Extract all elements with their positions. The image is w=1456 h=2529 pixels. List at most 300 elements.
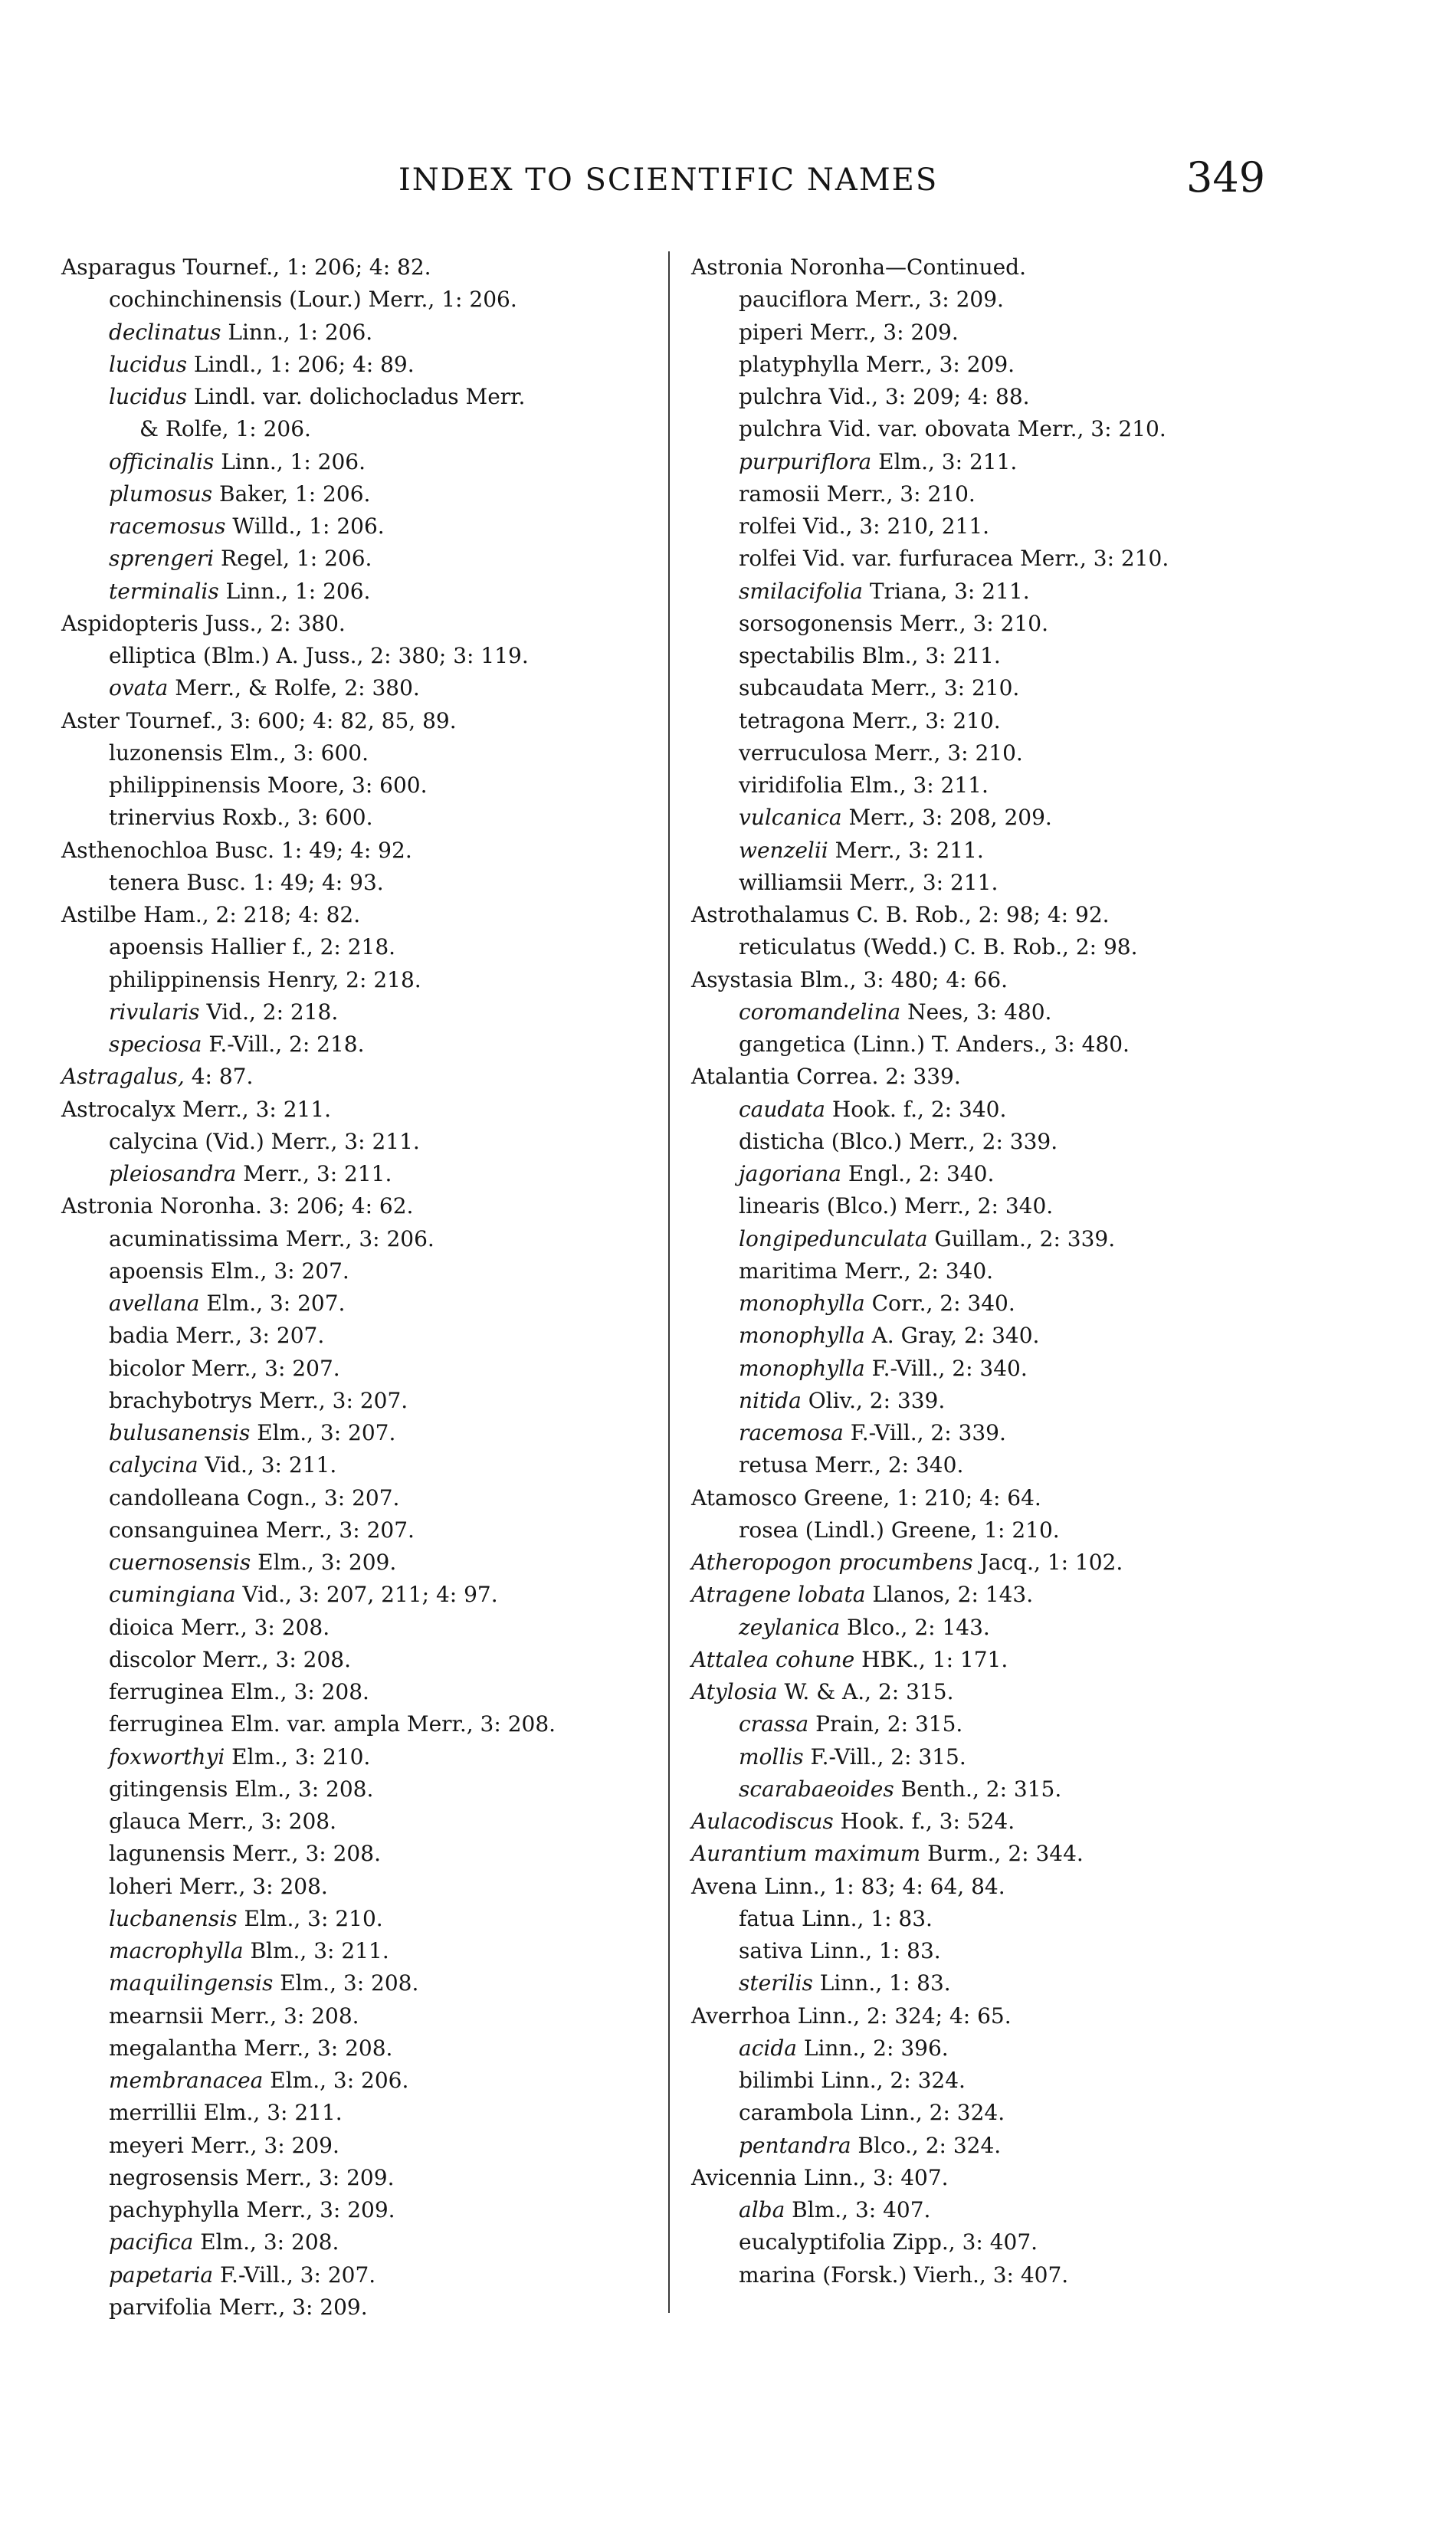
entry-reference: Cogn., 3: 207. [240, 1484, 400, 1511]
entry-name: lagunensis [109, 1841, 225, 1867]
entry-name: monophylla [739, 1291, 865, 1316]
index-entry [691, 1255, 1274, 1287]
index-entry [61, 1806, 690, 1838]
index-entry [691, 1935, 1274, 1967]
index-entry [61, 1579, 690, 1611]
entry-name: papetaria [109, 2262, 214, 2288]
index-entry [691, 1741, 1274, 1773]
entry-reference: Guillam., 2: 339. [927, 1225, 1116, 1251]
entry-name: glauca [109, 1809, 181, 1834]
entry-name: Aspidopteris [61, 610, 198, 636]
entry-reference: Correa. 2: 339. [789, 1064, 961, 1090]
entry-name: piperi [739, 319, 803, 345]
index-entry [691, 672, 1274, 704]
index-entry [691, 608, 1274, 640]
entry-reference: Tournef., 3: 600; 4: 82, 85, 89. [119, 707, 457, 733]
entry-reference: F.-Vill., 2: 339. [843, 1420, 1006, 1445]
entry-name: trinervius [109, 805, 215, 831]
entry-reference: Elm., 3: 211. [842, 772, 989, 798]
entry-reference: (Blco.) Merr., 2: 340. [819, 1193, 1054, 1219]
entry-reference: Jacq., 1: 102. [972, 1550, 1123, 1575]
entry-name: cuernosensis [109, 1550, 251, 1575]
entry-reference: Vid. var. furfuracea Merr., 3: 210. [796, 546, 1169, 572]
index-entry [61, 867, 690, 899]
index-entry [691, 2259, 1274, 2291]
entry-reference: Hook. f., 3: 524. [833, 1809, 1015, 1834]
entry-name: plumosus [109, 481, 213, 507]
entry-reference: Merr., 3: 211. [842, 869, 999, 895]
index-entry [691, 2032, 1274, 2065]
index-entry [691, 1612, 1274, 1644]
index-entry [691, 2065, 1274, 2097]
entry-reference: Linn., 1: 83. [802, 1938, 941, 1963]
index-entry [691, 413, 1274, 445]
entry-name: dioica [109, 1614, 175, 1640]
entry-name: pauciflora [739, 287, 848, 313]
entry-reference: Merr., 2: 340. [808, 1452, 964, 1478]
entry-reference: Moore, 3: 600. [260, 772, 428, 798]
index-entry [61, 1028, 690, 1061]
entry-reference: Triana, 3: 211. [862, 578, 1030, 604]
index-entry [691, 510, 1274, 543]
entry-name: mollis [739, 1743, 804, 1770]
entry-reference: HBK., 1: 171. [854, 1646, 1008, 1672]
entry-name: Avena [691, 1873, 758, 1899]
entry-name: rolfei [739, 513, 797, 539]
index-entry [691, 478, 1274, 510]
entry-reference: Elm., 3: 209. [251, 1550, 397, 1575]
entry-name: disticha [739, 1128, 825, 1154]
index-entry [61, 1871, 690, 1903]
index-entry [691, 737, 1274, 769]
entry-name: zeylanica [739, 1614, 841, 1640]
index-entry [61, 1223, 690, 1255]
entry-reference: Linn., 1: 83. [812, 1970, 951, 1996]
entry-reference: Prain, 2: 315. [808, 1711, 963, 1737]
entry-name: pentandra [739, 2132, 851, 2158]
index-entry [61, 2032, 690, 2065]
entry-reference: Merr., 3: 210. [864, 675, 1020, 701]
index-entry [61, 1547, 690, 1579]
entry-name: philippinensis [109, 966, 261, 992]
index-entry [691, 640, 1274, 672]
entry-reference: Linn., 1: 206. [214, 448, 366, 474]
index-entry-genus [61, 1094, 690, 1126]
entry-reference: Merr., 3: 209. [239, 2197, 395, 2222]
entry-name: gitingensis [109, 1776, 228, 1802]
entry-name: Aster [61, 707, 120, 733]
index-entry [61, 964, 690, 996]
entry-reference: Merr., 3: 210. [892, 610, 1048, 636]
entry-name: pulchra [739, 384, 822, 409]
index-entry [61, 1708, 690, 1740]
page-number: 349 [1186, 153, 1266, 202]
entry-name: calycina [109, 1128, 198, 1154]
entry-name: marina [739, 2262, 816, 2288]
index-entry [61, 1417, 690, 1449]
entry-name: terminalis [109, 578, 219, 604]
index-entry-genus [61, 899, 690, 931]
entry-reference: Baker, 1: 206. [212, 481, 371, 507]
entry-name: eucalyptifolia [739, 2229, 886, 2255]
index-entry [61, 1126, 690, 1158]
entry-name: fatua [739, 1905, 795, 1931]
index-entry-genus [691, 1061, 1274, 1093]
entry-reference: Merr., 3: 210. [867, 740, 1023, 766]
index-entry [61, 317, 690, 349]
entry-name: pulchra [739, 416, 822, 442]
index-entry [691, 349, 1274, 381]
index-entry [61, 1935, 690, 1967]
entry-name: retusa [739, 1452, 808, 1478]
entry-reference: Merr., 3: 210. [819, 481, 976, 507]
entry-reference: Willd., 1: 206. [225, 513, 385, 539]
entry-name: rosea [739, 1517, 799, 1543]
index-entry-genus [691, 1871, 1274, 1903]
index-entry-genus [61, 1061, 690, 1093]
entry-name: candolleana [109, 1484, 241, 1511]
entry-name: Atalantia [691, 1064, 790, 1090]
entry-reference: Elm., 3: 208. [193, 2229, 339, 2255]
index-entry-genus [691, 1579, 1274, 1611]
entry-name: megalantha [109, 2035, 238, 2061]
entry-name: loheri [109, 1873, 172, 1899]
entry-name: maritima [739, 1258, 838, 1284]
index-entry [61, 413, 690, 445]
entry-reference: Linn., 1: 206. [221, 319, 373, 345]
entry-reference: Noronha—Continued. [782, 254, 1027, 280]
index-entry [691, 1287, 1274, 1320]
index-entry-genus [691, 1644, 1274, 1676]
index-entry [691, 1514, 1274, 1547]
entry-reference: Ham., 2: 218; 4: 82. [136, 902, 361, 927]
entry-name: tenera [109, 869, 180, 895]
index-entry-genus [61, 705, 690, 737]
entry-reference: Blm., 3: 211. [243, 1938, 389, 1963]
right-column [691, 251, 1274, 2291]
entry-name: lucbanensis [109, 1905, 238, 1931]
entry-name: scarabaeoides [739, 1776, 894, 1802]
entry-reference: Merr., 3: 209. [238, 2164, 395, 2190]
index-entry [691, 1967, 1274, 1999]
index-entry [61, 1353, 690, 1385]
entry-name: alba [739, 2197, 785, 2222]
entry-name: sativa [739, 1938, 803, 1963]
index-entry [61, 640, 690, 672]
index-entry-genus [691, 1547, 1274, 1579]
entry-reference: Llanos, 2: 143. [865, 1582, 1034, 1608]
entry-name: pacifica [109, 2229, 194, 2255]
entry-name: Asparagus [61, 254, 176, 280]
entry-name: speciosa [109, 1032, 202, 1057]
entry-reference: Merr., 3: 211. [236, 1161, 392, 1186]
entry-name: nitida [739, 1387, 802, 1413]
entry-name: vulcanica [739, 805, 842, 831]
entry-reference: Elm., 3: 211. [871, 448, 1018, 474]
index-entry [61, 1287, 690, 1320]
entry-reference: Merr., 3: 209. [859, 351, 1015, 377]
entry-reference: Merr., 3: 209. [802, 319, 959, 345]
entry-name: brachybotrys [109, 1387, 253, 1413]
index-entry [61, 2291, 690, 2324]
index-entry [61, 2065, 690, 2097]
index-entry [61, 349, 690, 381]
index-entry [691, 446, 1274, 478]
index-entry [61, 1255, 690, 1287]
entry-reference: Blco., 2: 143. [840, 1614, 990, 1640]
entry-reference: Merr., 2: 340. [838, 1258, 994, 1284]
entry-reference: Vid., 3: 207, 211; 4: 97. [235, 1582, 498, 1608]
entry-name: linearis [739, 1193, 820, 1219]
entry-reference: Roxb., 3: 600. [215, 805, 373, 831]
index-entry [691, 2130, 1274, 2162]
index-entry [691, 1385, 1274, 1417]
entry-name: calycina [109, 1452, 198, 1478]
index-entry-genus [691, 1806, 1274, 1838]
entry-reference: Juss., 2: 380. [198, 610, 346, 636]
entry-reference: Engl., 2: 340. [841, 1161, 995, 1186]
entry-name: Astrocalyx [61, 1096, 176, 1122]
entry-reference: (Vid.) Merr., 3: 211. [198, 1128, 420, 1154]
entry-reference: Lindl. var. dolichocladus Merr. [186, 384, 526, 409]
index-entry [61, 2162, 690, 2194]
entry-reference: Tournef., 1: 206; 4: 82. [175, 254, 431, 280]
index-entry-genus [691, 1676, 1274, 1708]
entry-reference: Benth., 2: 315. [894, 1776, 1062, 1802]
entry-name: cochinchinensis [109, 287, 283, 313]
index-entry-genus [691, 1482, 1274, 1514]
index-entry [691, 802, 1274, 834]
entry-name: avellana [109, 1291, 200, 1316]
index-entry [691, 769, 1274, 802]
index-entry-genus [691, 2000, 1274, 2032]
entry-reference: Blco., 2: 324. [851, 2132, 1002, 2158]
entry-name: membranacea [109, 2068, 264, 2093]
index-entry [61, 1320, 690, 1352]
entry-reference: W. & A., 2: 315. [777, 1679, 954, 1704]
entry-name: Avicennia [691, 2164, 797, 2190]
index-entry [61, 1385, 690, 1417]
entry-name: sprengeri [109, 546, 215, 572]
index-entry [61, 769, 690, 802]
index-entry [691, 867, 1274, 899]
entry-reference: Merr., 3: 207. [258, 1517, 415, 1543]
index-entry [691, 317, 1274, 349]
index-entry [61, 1514, 690, 1547]
entry-name: elliptica [109, 643, 196, 668]
entry-reference: Linn., 1: 83; 4: 64, 84. [757, 1873, 1005, 1899]
entry-name: ferruginea [109, 1711, 224, 1737]
index-entry [61, 2097, 690, 2129]
entry-reference: Elm., 3: 210. [225, 1743, 371, 1770]
entry-reference: Lindl., 1: 206; 4: 89. [186, 351, 415, 377]
entry-reference: Linn., 2: 324; 4: 65. [790, 2003, 1012, 2029]
entry-reference: (Forsk.) Vierh., 3: 407. [815, 2262, 1069, 2288]
entry-reference: Elm. var. ampla Merr., 3: 208. [223, 1711, 556, 1737]
entry-reference: Elm., 3: 207. [199, 1291, 346, 1316]
entry-reference: Vid., 3: 209; 4: 88. [821, 384, 1030, 409]
entry-name: mearnsii [109, 2003, 204, 2029]
entry-reference: Henry, 2: 218. [260, 966, 421, 992]
entry-name: sorsogonensis [739, 610, 893, 636]
index-entry-genus [691, 2162, 1274, 2194]
entry-reference: Corr., 2: 340. [864, 1291, 1015, 1316]
index-entry [61, 576, 690, 608]
entry-reference: Merr., 3: 208. [174, 1614, 330, 1640]
entry-reference: Merr., 3: 209. [848, 287, 1004, 313]
entry-reference: Merr., 3: 209. [212, 2294, 368, 2320]
entry-reference: (Blm.) A. Juss., 2: 380; 3: 119. [195, 643, 529, 668]
index-entry [691, 1773, 1274, 1806]
entry-reference: 4: 87. [184, 1064, 254, 1090]
entry-reference: Busc. 1: 49; 4: 93. [179, 869, 384, 895]
index-entry [61, 381, 690, 413]
entry-name: bicolor [109, 1355, 185, 1381]
entry-name: pachyphylla [109, 2197, 240, 2222]
index-entry [61, 1482, 690, 1514]
entry-name: meyeri [109, 2132, 184, 2158]
entry-name: smilacifolia [739, 578, 863, 604]
entry-name: parvifolia [109, 2294, 212, 2320]
index-entry-genus [691, 1838, 1274, 1870]
entry-reference: Linn., 1: 206. [218, 578, 371, 604]
index-entry-genus [691, 251, 1274, 284]
entry-reference: F.-Vill., 2: 315. [803, 1743, 966, 1770]
entry-name: luzonensis [109, 740, 223, 766]
entry-name: Astronia [691, 254, 783, 280]
entry-name: monophylla [739, 1323, 865, 1349]
entry-name: acuminatissima [109, 1225, 279, 1251]
entry-reference: Busc. 1: 49; 4: 92. [208, 837, 412, 863]
index-entry [691, 705, 1274, 737]
entry-name: tetragona [739, 707, 845, 733]
index-entry [61, 1773, 690, 1806]
column-divider [668, 251, 670, 2313]
entry-name: foxworthyi [109, 1743, 225, 1770]
entry-reference: F.-Vill., 2: 218. [202, 1032, 365, 1057]
entry-reference: A. Gray, 2: 340. [864, 1323, 1040, 1349]
page-title: INDEX TO SCIENTIFIC NAMES [398, 162, 939, 198]
entry-reference: Merr., 3: 208. [180, 1809, 337, 1834]
entry-name: ovata [109, 675, 169, 701]
index-entry [61, 2259, 690, 2291]
entry-name: negrosensis [109, 2164, 239, 2190]
entry-reference: Nees, 3: 480. [900, 999, 1052, 1025]
entry-name: wenzelii [739, 837, 828, 863]
index-entry [61, 1676, 690, 1708]
entry-reference: Linn., 2: 324. [814, 2068, 966, 2093]
entry-name: lucidus [109, 384, 187, 409]
index-entry [691, 1417, 1274, 1449]
entry-reference: & Rolfe, 1: 206. [139, 416, 311, 442]
index-entry [61, 1612, 690, 1644]
index-entry [61, 1158, 690, 1190]
left-column [61, 251, 690, 2324]
entry-reference: C. B. Rob., 2: 98; 4: 92. [849, 902, 1110, 927]
entry-reference: Blm., 3: 407. [785, 2197, 931, 2222]
index-entry [691, 576, 1274, 608]
entry-reference: Linn., 1: 83. [795, 1905, 933, 1931]
index-entry [691, 1028, 1274, 1061]
entry-name: coromandelina [739, 999, 901, 1025]
entry-reference: Elm., 3: 207. [203, 1258, 349, 1284]
entry-name: ramosii [739, 481, 820, 507]
entry-reference: Merr., 3: 211. [175, 1096, 332, 1122]
entry-reference: Vid., 2: 218. [199, 999, 339, 1025]
entry-reference: Elm., 3: 206. [263, 2068, 409, 2093]
index-entry [61, 284, 690, 316]
entry-reference: Hook. f., 2: 340. [825, 1096, 1007, 1122]
entry-reference: Noronha. 3: 206; 4: 62. [152, 1193, 414, 1219]
entry-reference: Hallier f., 2: 218. [203, 934, 396, 960]
index-entry [691, 1449, 1274, 1481]
entry-reference: (Lindl.) Greene, 1: 210. [798, 1517, 1060, 1543]
entry-name: Attalea cohune [691, 1646, 855, 1672]
entry-name: longipedunculata [739, 1225, 928, 1251]
entry-reference: Elm., 3: 208. [228, 1776, 374, 1802]
index-entry [691, 2097, 1274, 2129]
entry-name: discolor [109, 1646, 195, 1672]
entry-name: apoensis [109, 934, 204, 960]
entry-reference: Linn., 2: 324. [853, 2100, 1005, 2126]
entry-name: acida [739, 2035, 797, 2061]
entry-reference: Vid., 3: 211. [198, 1452, 337, 1478]
index-entry [61, 1449, 690, 1481]
entry-name: Aulacodiscus [691, 1809, 834, 1834]
entry-name: subcaudata [739, 675, 864, 701]
entry-name: racemosus [109, 513, 226, 539]
entry-reference: Merr., 3: 206. [278, 1225, 435, 1251]
entry-name: carambola [739, 2100, 854, 2126]
index-entry [61, 1644, 690, 1676]
index-entry [691, 1223, 1274, 1255]
index-entry-genus [61, 608, 690, 640]
index-entry [61, 2000, 690, 2032]
entry-name: bilimbi [739, 2068, 815, 2093]
entry-name: officinalis [109, 448, 215, 474]
entry-name: Atylosia [691, 1679, 778, 1704]
entry-reference: (Wedd.) C. B. Rob., 2: 98. [856, 934, 1138, 960]
entry-reference: Merr., 3: 207. [184, 1355, 340, 1381]
entry-name: maquilingensis [109, 1970, 274, 1996]
index-entry [691, 2194, 1274, 2226]
index-entry [691, 1190, 1274, 1222]
entry-reference: Blm., 3: 480; 4: 66. [792, 966, 1008, 992]
index-entry [691, 1708, 1274, 1740]
entry-name: monophylla [739, 1355, 865, 1381]
entry-name: merrillii [109, 2100, 197, 2126]
index-entry [691, 835, 1274, 867]
entry-reference: Elm., 3: 207. [250, 1420, 396, 1445]
entry-reference: Merr., 3: 208. [203, 2003, 359, 2029]
entry-name: Averrhoa [691, 2003, 791, 2029]
entry-reference: Blm., 3: 211. [854, 643, 1001, 668]
entry-reference: Elm., 3: 208. [273, 1970, 419, 1996]
entry-reference: Linn., 2: 396. [796, 2035, 949, 2061]
entry-name: consanguinea [109, 1517, 259, 1543]
entry-reference: Merr., 3: 207. [169, 1323, 325, 1349]
index-entry [61, 2194, 690, 2226]
entry-reference: Elm., 3: 600. [222, 740, 369, 766]
entry-reference: Linn., 3: 407. [796, 2164, 949, 2190]
index-entry [691, 1320, 1274, 1352]
entry-name: Atheropogon procumbens [691, 1550, 973, 1575]
entry-name: rolfei [739, 546, 797, 572]
entry-reference: Merr., 3: 208. [237, 2035, 393, 2061]
entry-reference: Merr., 3: 208. [172, 1873, 328, 1899]
index-entry-genus [61, 1190, 690, 1222]
index-entry [61, 1903, 690, 1935]
